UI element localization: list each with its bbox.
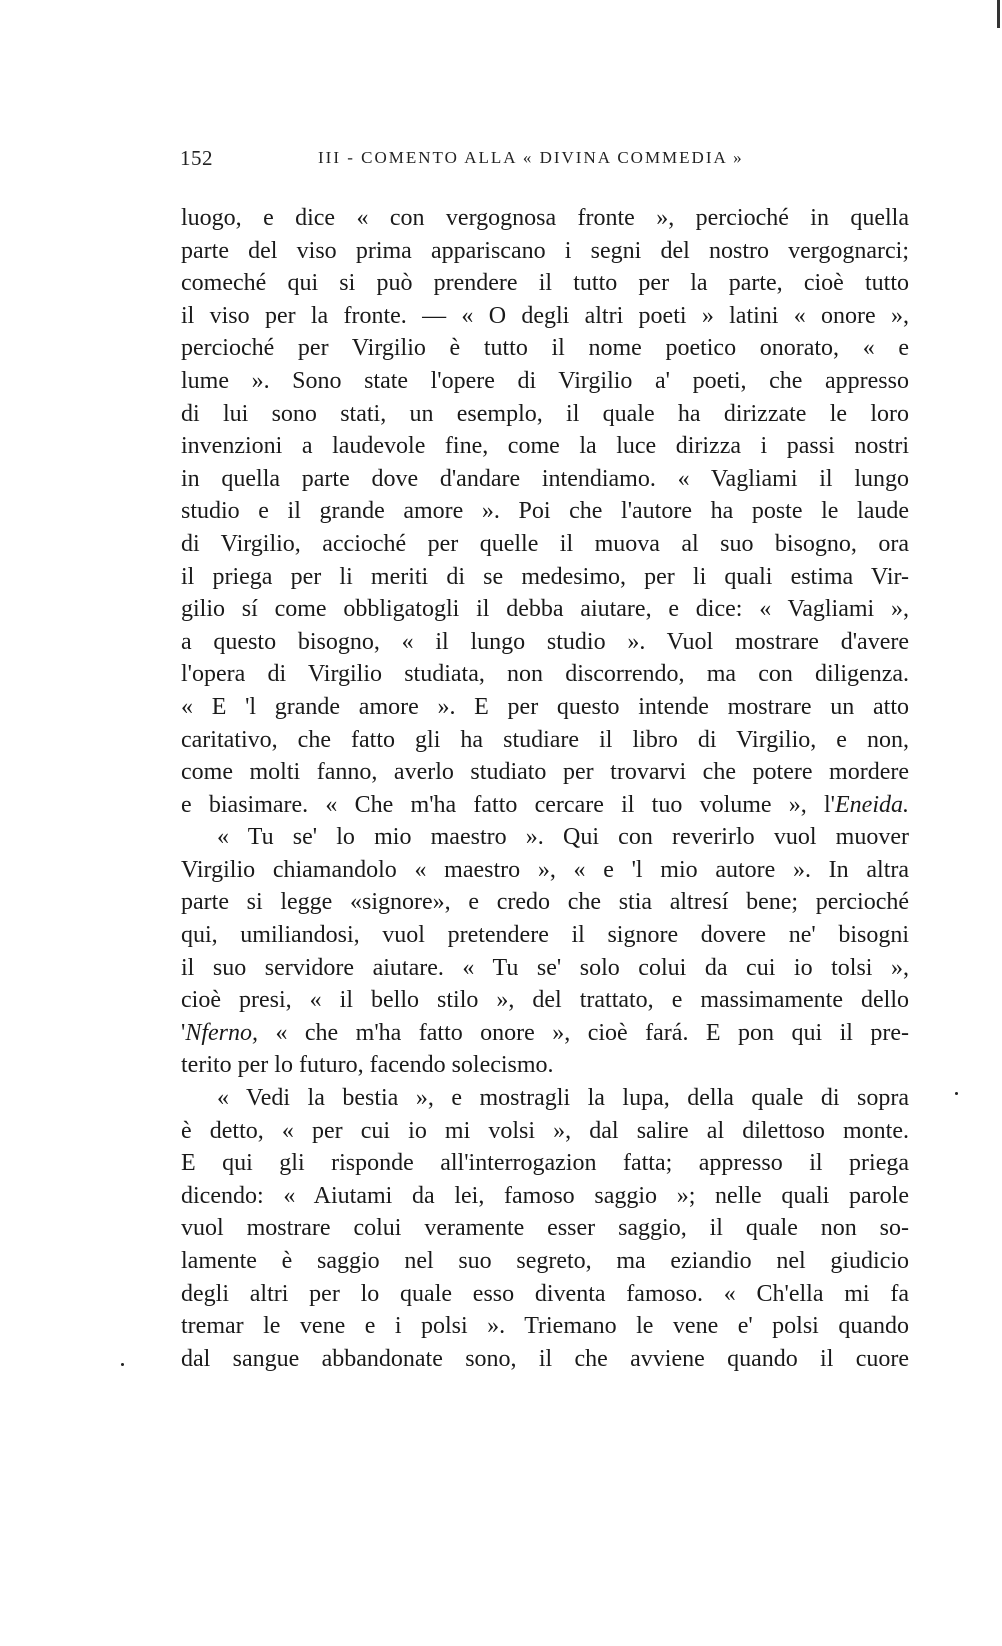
text-line: vuol mostrare colui veramente esser saggio, il quale non so- — [181, 1215, 909, 1242]
text-line: parte del viso prima appariscano i segni del nostro vergognarci; — [181, 237, 909, 264]
text-line: « E 'l grande amore ». E per questo intende mostrare un atto — [181, 693, 909, 720]
text-line: parte si legge «signore», e credo che stia altresí bene; percioché — [181, 889, 909, 916]
text-line: il viso per la fronte. — « O degli altri poeti » latini « onore », — [181, 302, 909, 329]
running-header — [180, 146, 910, 176]
page-edge-mark — [997, 0, 1000, 28]
text-line: il suo servidore aiutare. « Tu se' solo colui da cui io tolsi », — [181, 954, 909, 981]
text-segment: ' — [181, 1019, 186, 1046]
text-line: è detto, « per cui io mi volsi », dal salire al dilettoso monte. — [181, 1117, 909, 1144]
text-line: luogo, e dice « con vergognosa fronte », percioché in quella — [181, 205, 909, 231]
text-line: gilio sí come obbligatogli il debba aiutare, e dice: « Vagliami », — [181, 596, 909, 623]
text-line: lume ». Sono state l'opere di Virgilio a' poeti, che appresso — [181, 367, 909, 394]
text-line: caritativo, che fatto gli ha studiare il libro di Virgilio, e non, — [181, 726, 909, 753]
text-segment: e biasimare. « Che m'ha fatto cercare il tuo volume », l' — [181, 791, 836, 818]
text-line: percioché per Virgilio è tutto il nome poetico onorato, « e — [181, 335, 909, 362]
margin-speck — [121, 1363, 124, 1366]
text-line: in quella parte dove d'andare intendiamo. « Vagliami il lungo — [181, 465, 909, 492]
text-line: di Virgilio, accioché per quelle il muova al suo bisogno, ora — [181, 530, 909, 557]
text-line: Virgilio chiamandolo « maestro », « e 'l mio autore ». In altra — [181, 856, 909, 883]
text-line — [181, 1017, 909, 1050]
running-title: III - COMENTO ALLA « DIVINA COMMEDIA » — [318, 148, 744, 167]
text-line: come molti fanno, averlo studiato per trovarvi che potere mordere — [181, 759, 909, 786]
text-line: il priega per li meriti di se medesimo, per li quali estima Vir- — [181, 563, 909, 590]
paragraph-start-line: « Vedi la bestia », e mostragli la lupa, della quale di sopra — [217, 1085, 909, 1112]
body-text — [181, 202, 909, 1375]
text-line: qui, umiliandosi, vuol pretendere il signore dovere ne' bisogni — [181, 922, 909, 949]
text-segment: « che m'ha fatto onore », cioè fará. E pon qui il pre- — [258, 1019, 909, 1046]
text-line: tremar le vene e i polsi ». Triemano le vene e' polsi quando — [181, 1313, 909, 1340]
text-line: degli altri per lo quale esso diventa famoso. « Ch'ella mi fa — [181, 1280, 909, 1307]
text-line: invenzioni a laudevole fine, come la luce dirizza i passi nostri — [181, 433, 909, 460]
text-line: l'opera di Virgilio studiata, non discorrendo, ma con diligenza. — [181, 661, 909, 688]
page-number: 152 — [180, 146, 213, 170]
text-line: comeché qui si può prendere il tutto per la parte, cioè tutto — [181, 270, 909, 297]
italic-title-nferno: Nferno, — [185, 1019, 258, 1046]
text-line: lamente è saggio nel suo segreto, ma eziandio nel giudicio — [181, 1248, 909, 1274]
text-line: di lui sono stati, un esemplo, il quale ha dirizzate le loro — [181, 400, 909, 427]
text-line: studio e il grande amore ». Poi che l'autore ha poste le laude — [181, 498, 909, 525]
text-line: dicendo: « Aiutami da lei, famoso saggio »; nelle quali parole — [181, 1182, 909, 1209]
text-line — [181, 789, 909, 822]
text-line: dal sangue abbandonate sono, il che avviene quando il cuore — [181, 1345, 909, 1372]
text-line: terito per lo futuro, facendo solecismo. — [181, 1052, 554, 1079]
text-line: cioè presi, « il bello stilo », del trattato, e massimamente dello — [181, 987, 909, 1014]
italic-title-eneida: Eneida. — [835, 791, 909, 818]
paragraph-start-line: « Tu se' lo mio maestro ». Qui con reverirlo vuol muover — [217, 824, 909, 851]
text-line: E qui gli risponde all'interrogazion fatta; appresso il priega — [181, 1150, 909, 1177]
margin-speck — [955, 1092, 958, 1095]
text-line: a questo bisogno, « il lungo studio ». Vuol mostrare d'avere — [181, 628, 909, 655]
